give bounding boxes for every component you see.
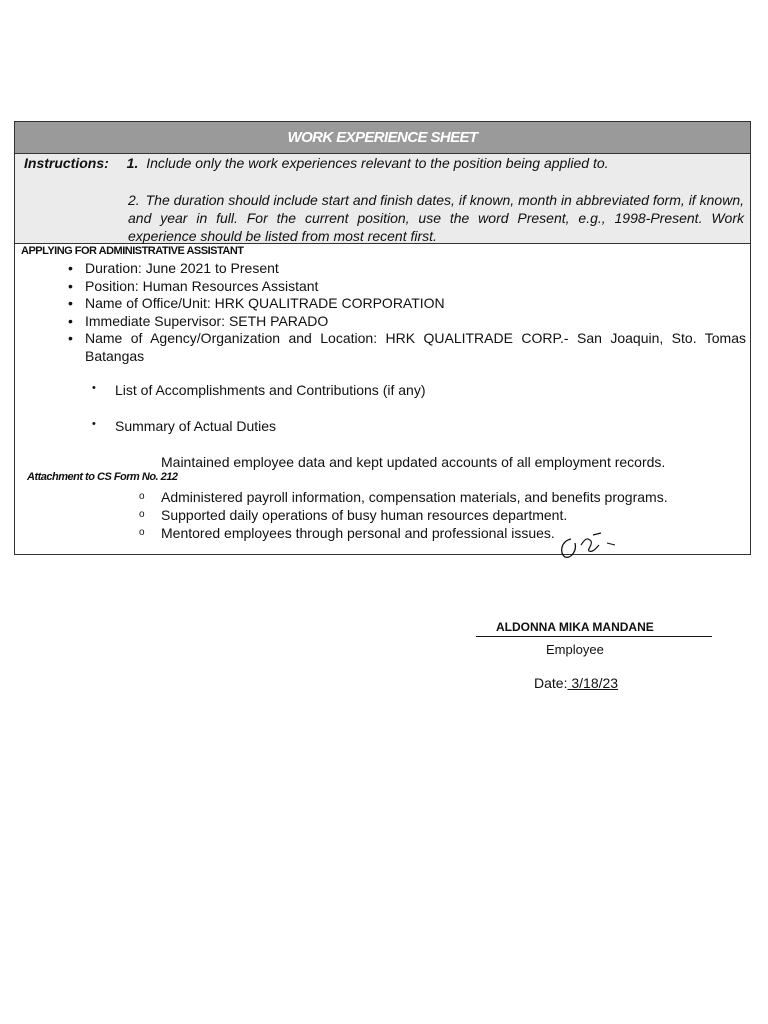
duty-item: o Maintained employee data and kept updated accounts of all employment records. — [161, 453, 751, 471]
duties-list-top — [161, 453, 751, 471]
handwritten-signature-mark — [557, 529, 627, 561]
duty-item: o Mentored employees through personal and professional issues. — [161, 524, 668, 542]
signatory-name: ALDONNA MIKA MANDANE — [476, 620, 712, 637]
applying-for-heading: APPLYING FOR ADMINISTRATIVE ASSISTANT — [21, 245, 244, 257]
work-experience-sheet — [14, 121, 751, 555]
detail-position: • Position: Human Resources Assistant — [85, 278, 746, 296]
signature-block — [476, 620, 712, 691]
attachment-note: Attachment to CS Form No. 212 — [27, 471, 182, 483]
instruction-2 — [128, 191, 744, 245]
signature-date — [476, 675, 712, 691]
instruction-2-text: The duration should include start and finish dates, if known, month in abbreviated form, if known, and year in full. For the current position, use the word Present, e.g., 1998-Present. Work experience should be listed from most recent first. — [128, 192, 744, 244]
section-duties: • Summary of Actual Duties — [115, 418, 425, 454]
detail-agency: • Name of Agency/Organization and Location: HRK QUALITRADE CORP.- San Joaquin, Sto. Tomas Batangas — [85, 330, 746, 365]
section-accomplishments: • List of Accomplishments and Contributions (if any) — [115, 382, 425, 418]
duty-item: o Administered payroll information, compensation materials, and benefits programs. — [161, 488, 668, 506]
sheet-body — [15, 244, 750, 555]
section-list — [115, 382, 425, 454]
date-label: Date: — [534, 675, 568, 691]
detail-supervisor: • Immediate Supervisor: SETH PARADO — [85, 313, 746, 331]
duty-item: o Supported daily operations of busy human resources department. — [161, 506, 668, 524]
instruction-1-text: Include only the work experiences relevant to the position being applied to. — [146, 155, 609, 171]
detail-duration: • Duration: June 2021 to Present — [85, 260, 746, 278]
sheet-title: WORK EXPERIENCE SHEET — [15, 122, 750, 154]
detail-office: • Name of Office/Unit: HRK QUALITRADE CORPORATION — [85, 295, 746, 313]
instruction-1 — [24, 155, 609, 171]
instructions-label: Instructions: — [24, 155, 109, 171]
instruction-2-number: 2. — [128, 192, 140, 208]
instruction-1-number: 1. — [126, 155, 139, 171]
instructions-box — [15, 154, 750, 244]
date-value: 3/18/23 — [567, 675, 619, 691]
experience-details — [85, 260, 746, 365]
signatory-role: Employee — [546, 642, 604, 657]
